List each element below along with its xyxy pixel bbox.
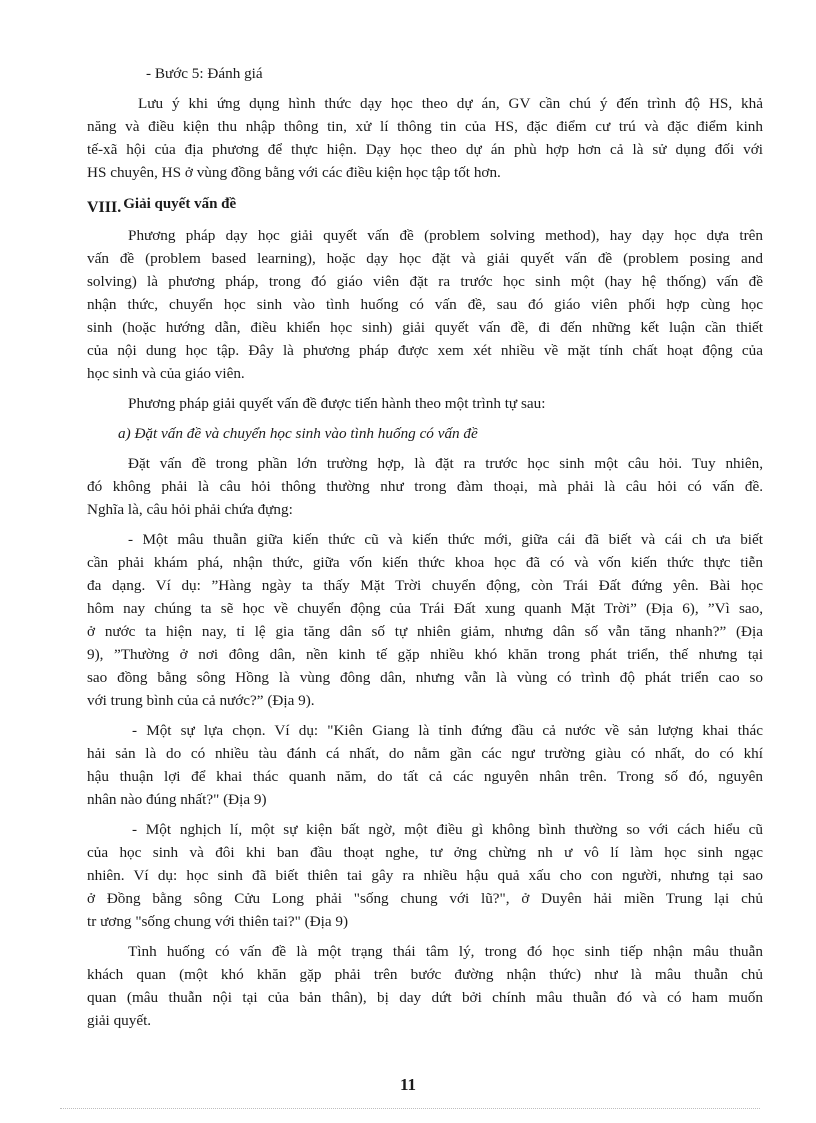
paragraph-line: solving) là phương pháp, trong đó giáo viên đặt ra trước học sinh một (hay hệ thống) vấn đề [87, 273, 763, 290]
bullet-line: với trung bình của cả nước?” (Địa 9). [87, 692, 315, 709]
bullet-line: ở nước ta hiện nay, tỉ lệ gia tăng dân số tự nhiên giảm, nhưng dân số vẫn tăng nhanh?” (Địa [87, 623, 763, 640]
bullet-line: ở Đồng bằng sông Cửu Long phải "sống chung với lũ?", ở Duyên hải miền Trung lại chủ [87, 890, 763, 907]
section-heading [87, 192, 236, 219]
bullet-line: hải sản là do có nhiều tàu đánh cá nhất, do nằm gần các ngư trường giàu có nhất, do có khí [87, 745, 763, 762]
section-number: VIII. [87, 199, 122, 216]
paragraph-line: Phương pháp dạy học giải quyết vấn đề (problem solving method), hay dạy học dựa trên [128, 227, 763, 244]
bullet-line: nhân nào đúng nhất?" (Địa 9) [87, 791, 267, 808]
paragraph-line: khách quan (một khó khăn gặp phải trên bước đường nhận thức) như là mâu thuẫn chủ [87, 966, 763, 983]
paragraph-line: Tình huống có vấn đề là một trạng thái tâm lý, trong đó học sinh tiếp nhận mâu thuẫn [128, 943, 763, 960]
paragraph-line: học sinh và của giáo viên. [87, 365, 245, 382]
subheading-a: a) Đặt vấn đề và chuyển học sinh vào tình huống có vấn đề [118, 425, 478, 442]
bullet-line: tr ương "sống chung với thiên tai?" (Địa 9) [87, 913, 349, 930]
paragraph-line: sinh (hoặc hướng dẫn, điều khiển học sinh) giải quyết vấn đề, đi đến những kết luận cần thiết [87, 319, 763, 336]
paragraph-line: đó không phải là câu hỏi thông thường như trong đàm thoại, mà phải là câu hỏi có vấn đề. [87, 478, 763, 495]
paragraph-line: vấn đề (problem based learning), hoặc dạy học đặt và giải quyết vấn đề (problem posing and [87, 250, 763, 267]
bullet-line: cần phải khám phá, nhận thức, giữa vốn kiến thức khoa học đã có và vốn kiến thức thực tiễn [87, 554, 763, 571]
footer-divider [60, 1108, 760, 1109]
note-line: tế-xã hội của địa phương để thực hiện. Dạy học theo dự án phù hợp hơn cả là sử dụng đối với [87, 141, 763, 158]
bullet-line: sao đồng bằng sông Hồng là vùng đông dân, nhưng vẫn là vùng có trình độ phát triển cao so [87, 669, 763, 686]
paragraph-line: Phương pháp giải quyết vấn đề được tiến hành theo một trình tự sau: [128, 395, 546, 412]
bullet-line: của học sinh và đôi khi ban đầu thoạt nghe, tư ởng chừng nh ư vô lí làm học sinh ngạc [87, 844, 763, 861]
paragraph-line: nhận thức, chuyển học sinh vào tình huống có vấn đề, sau đó giáo viên phối hợp cùng học [87, 296, 763, 313]
bullet-line: - Một sự lựa chọn. Ví dụ: "Kiên Giang là tỉnh đứng đầu cả nước về sản lượng khai thác [132, 722, 763, 739]
paragraph-line: Nghĩa là, câu hỏi phải chứa đựng: [87, 501, 293, 518]
bullet-line: nhiên. Ví dụ: học sinh đã biết thiên tai gây ra nhiều hậu quả xấu cho con người, nhưng tại sao [87, 867, 763, 884]
paragraph-line: của nội dung học tập. Đây là phương pháp được xem xét nhiều về mặt tính chất hoạt động của [87, 342, 763, 359]
note-line: HS chuyên, HS ở vùng đồng bằng với các điều kiện học tập tốt hơn. [87, 164, 501, 181]
paragraph-line: Đặt vấn đề trong phần lớn trường hợp, là đặt ra trước học sinh một câu hỏi. Tuy nhiên, [128, 455, 763, 472]
note-line: năng và điều kiện thu nhập thông tin, xử lí thông tin của HS, đặc điểm cư trú và đặc điểm kinh [87, 118, 763, 135]
bullet-line: - Một mâu thuẫn giữa kiến thức cũ và kiến thức mới, giữa cái đã biết và cái ch ưa biết [128, 531, 763, 548]
bullet-line: 9), ”Thường ở nơi đông dân, nền kinh tế gặp nhiều khó khăn trong phát triển, thế nhưng tại [87, 646, 763, 663]
section-title: Giải quyết vấn đề [123, 196, 237, 212]
note-line: Lưu ý khi ứng dụng hình thức dạy học theo dự án, GV cần chú ý đến trình độ HS, khả [138, 95, 763, 112]
paragraph-line: quan (mâu thuẫn nội tại của bản thân), bị day dứt bởi chính mâu thuẫn đó và có ham muốn [87, 989, 763, 1006]
step-5-line: - Bước 5: Đánh giá [146, 65, 263, 82]
bullet-line: hôm nay chúng ta sẽ học về chuyển động của Trái Đất xung quanh Mặt Trời” (Địa 6), ”Vì sao, [87, 600, 763, 617]
paragraph-line: giải quyết. [87, 1012, 152, 1029]
bullet-line: hậu thuận lợi để khai thác quanh năm, do tất cả các nguyên nhân trên. Trong số đó, nguyên [87, 768, 763, 785]
bullet-line: đa dạng. Ví dụ: ”Hàng ngày ta thấy Mặt Trời chuyển động, còn Trái Đất đứng yên. Bài học [87, 577, 763, 594]
page-number: 11 [399, 1075, 417, 1094]
bullet-line: - Một nghịch lí, một sự kiện bất ngờ, một điều gì không bình thường so với cách hiểu cũ [132, 821, 763, 838]
